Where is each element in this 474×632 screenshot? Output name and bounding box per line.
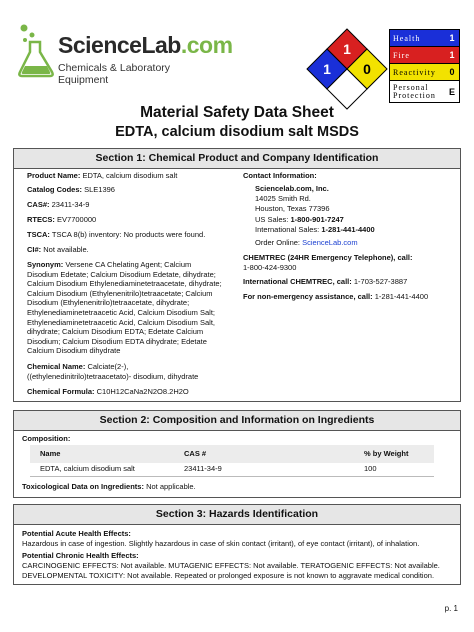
us-sales: US Sales: 1-800-901-7247 [255, 215, 344, 224]
hmis-health-value: 1 [449, 33, 455, 43]
hmis-health-row [390, 30, 459, 47]
tsca: TSCA: TSCA 8(b) inventory: No products were found. [27, 230, 206, 239]
hmis-reactivity-label: Reactivity [393, 67, 436, 77]
section3-heading: Section 3: Hazards Identification [13, 504, 461, 525]
cas-number: CAS#: 23411-34-9 [27, 200, 90, 209]
page-number: p. 1 [444, 604, 458, 613]
address-line2: Houston, Texas 77396 [255, 204, 330, 213]
product-name: Product Name: EDTA, calcium disodium salt [27, 171, 178, 180]
order-online: Order Online: ScienceLab.com [255, 238, 358, 247]
flask-icon [16, 22, 56, 78]
brand-tagline: Chemicals & Laboratory Equipment [58, 62, 171, 86]
hmis-reactivity-value: 0 [449, 67, 455, 77]
hmis-reactivity-row [390, 64, 459, 81]
address-line1: 14025 Smith Rd. [255, 194, 311, 203]
ingredient-cas: 23411-34-9 [184, 464, 222, 473]
synonyms: Synonym: Versene CA Chelating Agent; Calcium Disodium Edetate; Calcium Disodium Edetate, dihydrate; Calcium Disodium Ethylenediaminetetraacetate, dihydrate; Calcium Disodium (Ethylenenitrilo)tetraacetate; Calcium Disodium (Ethylenenitrilo)tetraacetate, dihydrate; Ethylenediaminetetraacetic Acid, Calcium Disodium Salt; Ethylenediaminetetraacetic Acid, Calcium Disodium Salt, dihydrate; Calcium Disodium EDTA; Edetate Calcium Disodium; Calcium Disodium EDTA dihydrate; Edetate Calcium Disodium dihydrate [27, 260, 222, 356]
acute-effects: Hazardous in case of ingestion. Slightly hazardous in case of skin contact (irritant), of eye contact (irritant), of inhalation. [22, 539, 420, 548]
column-weight-header: % by Weight [364, 449, 409, 458]
nfpa-fire-value: 1 [343, 41, 351, 57]
section1-heading: Section 1: Chemical Product and Company Identification [13, 148, 461, 169]
nfpa-health-value: 1 [323, 61, 331, 77]
chemtrec-label: CHEMTREC (24HR Emergency Telephone), call: [243, 253, 413, 262]
hmis-protection-value: E [448, 86, 455, 97]
chemical-formula: Chemical Formula: C10H12CaNa2N2O8.2H2O [27, 387, 189, 396]
contact-info-label: Contact Information: [243, 171, 317, 180]
company-name: Sciencelab.com, Inc. [255, 184, 329, 193]
hmis-fire-value: 1 [449, 50, 455, 60]
toxicological-data: Toxicological Data on Ingredients: Not applicable. [22, 482, 196, 491]
international-sales: International Sales: 1-281-441-4400 [255, 225, 375, 234]
acute-effects-label: Potential Acute Health Effects: [22, 529, 131, 538]
chronic-effects: CARCINOGENIC EFFECTS: Not available. MUTAGENIC EFFECTS: Not available. TERATOGENIC EFFECTS: Not available. DEVELOPMENTAL TOXICITY: Not available. Repeated or prolonged exposure is not known to aggravate medical condition. [22, 561, 440, 580]
composition-label: Composition: [22, 434, 71, 443]
hmis-health-label: Health [393, 33, 421, 43]
hmis-fire-label: Fire [393, 50, 410, 60]
table-row [30, 461, 434, 477]
rtecs: RTECS: EV7700000 [27, 215, 97, 224]
ingredient-weight: 100 [364, 464, 377, 473]
chronic-effects-label: Potential Chronic Health Effects: [22, 551, 139, 560]
chemtrec-phone: 1-800-424-9300 [243, 263, 297, 272]
nfpa-reactivity-value: 0 [363, 61, 371, 77]
sciencelab-logo[interactable] [16, 18, 233, 86]
ingredient-name: EDTA, calcium disodium salt [40, 464, 135, 473]
hmis-protection-row [390, 81, 459, 102]
column-cas-header: CAS # [184, 449, 207, 458]
column-name-header: Name [40, 449, 61, 458]
brand-name: ScienceLab.com [58, 32, 233, 58]
section2-heading: Section 2: Composition and Information on Ingredients [13, 410, 461, 431]
document-subtitle: EDTA, calcium disodium salt MSDS [115, 124, 359, 140]
sciencelab-link[interactable]: ScienceLab.com [302, 238, 358, 247]
hmis-protection-label: Personal Protection [393, 82, 436, 100]
hmis-fire-row [390, 47, 459, 64]
nfpa-diamond [306, 28, 388, 110]
catalog-codes: Catalog Codes: SLE1396 [27, 185, 115, 194]
hmis-rating-table [389, 29, 460, 103]
international-chemtrec: International CHEMTREC, call: 1-703-527-3887 [243, 277, 408, 286]
chemical-name: Chemical Name: Calciate(2-), ((ethylenedinitrilo)tetraacetato)- disodium, dihydrate [27, 362, 199, 381]
non-emergency-assistance: For non-emergency assistance, call: 1-281-441-4400 [243, 292, 429, 301]
ci-number: CI#: Not available. [27, 245, 89, 254]
document-title: Material Safety Data Sheet [140, 104, 334, 121]
